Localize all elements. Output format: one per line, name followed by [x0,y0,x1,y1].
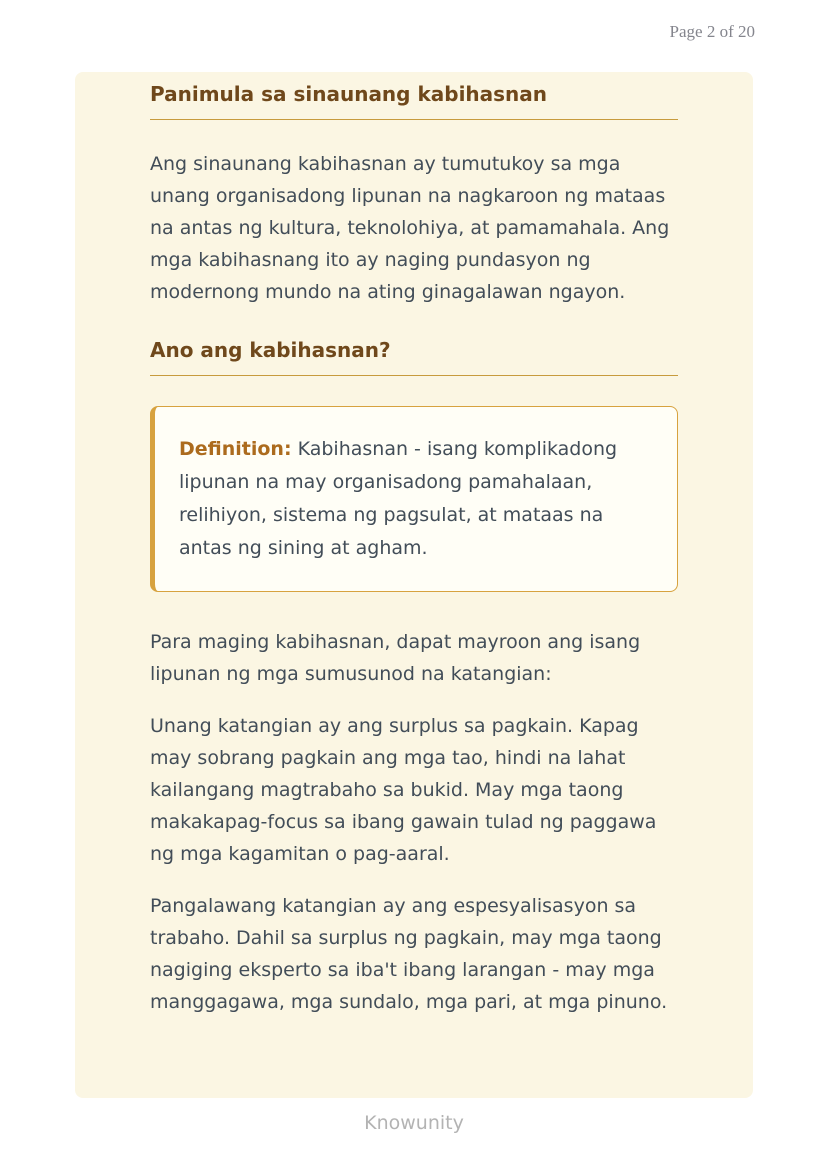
page-number-indicator: Page 2 of 20 [669,22,755,41]
section-title-panimula: Panimula sa sinaunang kabihasnan [150,80,678,120]
section-title-ano-ang-kabihasnan: Ano ang kabihasnan? [150,336,678,376]
definition-body: Kabihasnan - isang komplikadong lipunan na may organisadong pamahalaan, relihiyon, sistema ng pagsulat, at mataas na antas ng sining at agham. [179,438,618,559]
paragraph-pangalawang-katangian: Pangalawang katangian ay ang espesyalisasyon sa trabaho. Dahil sa surplus ng pagkain, may mga taong nagiging eksperto sa iba't ibang larangan - may mga manggagawa, mga sundalo, mga pari, at mga pinuno. [150,895,668,1013]
definition-callout-box [150,406,678,592]
content-card [75,72,753,1098]
definition-text [179,433,649,565]
definition-label: Definition: [179,438,292,460]
intro-paragraph: Ang sinaunang kabihasnan ay tumutukoy sa mga unang organisadong lipunan na nagkaroon ng mataas na antas ng kultura, teknolohiya, at pamamahala. Ang mga kabihasnang ito ay naging pundasyon ng modernong mundo na ating ginagalawan ngayon. [150,153,670,303]
paragraph-katangian-intro: Para maging kabihasnan, dapat mayroon ang isang lipunan ng mga sumusunod na katangian: [150,631,641,685]
footer-brand-knowunity: Knowunity [364,1112,464,1134]
paragraph-unang-katangian: Unang katangian ay ang surplus sa pagkain. Kapag may sobrang pagkain ang mga tao, hindi na lahat kailangang magtrabaho sa bukid. May mga taong makakapag-focus sa ibang gawain tulad ng paggawa ng mga kagamitan o pag-aaral. [150,715,657,865]
